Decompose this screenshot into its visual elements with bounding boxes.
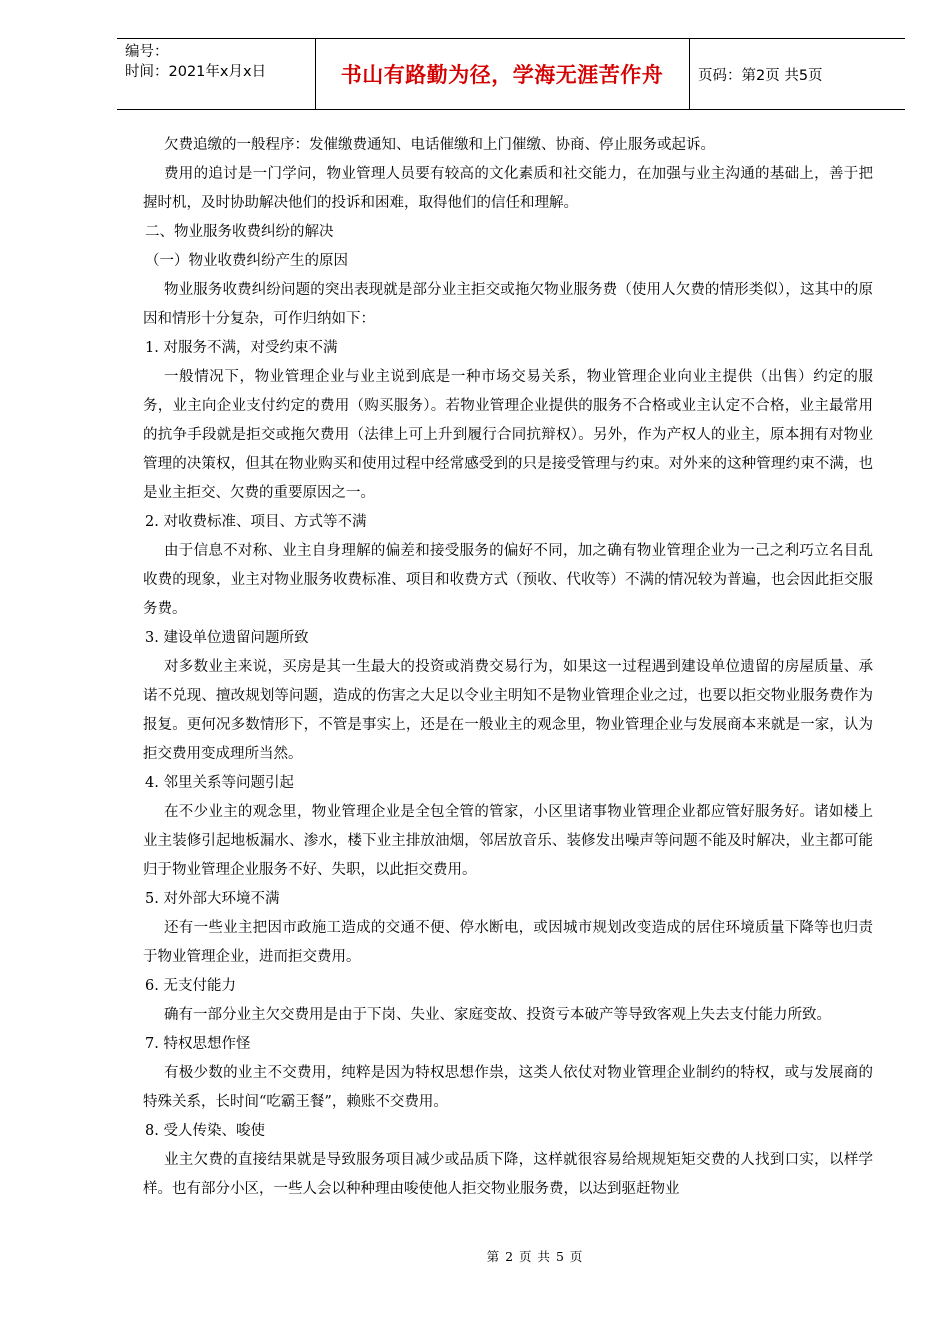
body-paragraph: 业主欠费的直接结果就是导致服务项目减少或品质下降，这样就很容易给规规矩矩交费的人找到口实，以样学样。也有部分小区，一些人会以种种理由唆使他人拒交物业服务费，以达到驱赶物业 [143,1152,873,1197]
section-heading: 3. 建设单位遗留问题所致 [145,630,309,646]
section-heading: （一）物业收费纠纷产生的原因 [145,253,348,269]
section-heading: 4. 邻里关系等问题引起 [145,775,294,791]
page-footer: 第 2 页 共 5 页 [486,1249,584,1264]
section-heading: 7. 特权思想作怪 [145,1036,251,1052]
section-heading: 1. 对服务不满，对受约束不满 [145,340,338,356]
body-paragraph: 在不少业主的观念里，物业管理企业是全包全管的管家，小区里诸事物业管理企业都应管好服务好。诸如楼上业主装修引起地板漏水、渗水，楼下业主排放油烟，邻居放音乐、装修发出噪声等问题不能及时解决，业主都可能归于物业管理企业服务不好、失职，以此拒交费用。 [143,804,873,878]
header-middle-cell [315,39,690,109]
header-right-cell [690,39,905,109]
section-heading: 二、物业服务收费纠纷的解决 [145,224,334,240]
number-label: 编号： [125,44,169,60]
section-heading: 5. 对外部大环境不满 [145,891,280,907]
body-paragraph: 由于信息不对称、业主自身理解的偏差和接受服务的偏好不同，加之确有物业管理企业为一己之利巧立名目乱收费的现象，业主对物业服务收费标准、项目和收费方式（预收、代收等）不满的情况较为普遍，也会因此拒交服务费。 [143,543,873,617]
body-paragraph: 物业服务收费纠纷问题的突出表现就是部分业主拒交或拖欠物业服务费（使用人欠费的情形类似），这其中的原因和情形十分复杂，可作归纳如下： [143,282,873,327]
page-info: 页码：第2页 共5页 [698,67,823,84]
body-paragraph: 确有一部分业主欠交费用是由于下岗、失业、家庭变故、投资亏本破产等导致客观上失去支付能力所致。 [164,1007,832,1023]
motto-text: 书山有路勤为径，学海无涯苦作舟 [340,63,664,87]
section-heading: 2. 对收费标准、项目、方式等不满 [145,514,367,530]
body-paragraph: 对多数业主来说，买房是其一生最大的投资或消费交易行为，如果这一过程遇到建设单位遗留的房屋质量、承诺不兑现、擅改规划等问题，造成的伤害之大足以令业主明知不是物业管理企业之过，也要以拒交物业服务费作为报复。更何况多数情形下，不管是事实上，还是在一般业主的观念里，物业管理企业与发展商本来就是一家，认为拒交费用变成理所当然。 [143,659,873,762]
body-paragraph: 还有一些业主把因市政施工造成的交通不便、停水断电，或因城市规划改变造成的居住环境质量下降等也归责于物业管理企业，进而拒交费用。 [143,920,873,965]
document-header [117,38,905,110]
time-label: 时间：2021年x月x日 [125,64,267,80]
body-paragraph: 费用的追讨是一门学问，物业管理人员要有较高的文化素质和社交能力，在加强与业主沟通的基础上，善于把握时机，及时协助解决他们的投诉和困难，取得他们的信任和理解。 [143,166,873,211]
header-left-cell [117,39,316,109]
document-body [143,131,873,1204]
section-heading: 6. 无支付能力 [145,978,236,994]
body-paragraph: 有极少数的业主不交费用，纯粹是因为特权思想作祟，这类人依仗对物业管理企业制约的特权，或与发展商的特殊关系，长时间“吃霸王餐”，赖账不交费用。 [143,1065,873,1110]
body-paragraph: 一般情况下，物业管理企业与业主说到底是一种市场交易关系，物业管理企业向业主提供（出售）约定的服务，业主向企业支付约定的费用（购买服务）。若物业管理企业提供的服务不合格或业主认定不合格，业主最常用的抗争手段就是拒交或拖欠费用（法律上可上升到履行合同抗辩权）。另外，作为产权人的业主，原本拥有对物业管理的决策权，但其在物业购买和使用过程中经常感受到的只是接受管理与约束。对外来的这种管理约束不满，也是业主拒交、欠费的重要原因之一。 [143,369,873,501]
section-heading: 8. 受人传染、唆使 [145,1123,265,1139]
body-paragraph: 欠费追缴的一般程序：发催缴费通知、电话催缴和上门催缴、协商、停止服务或起诉。 [164,137,716,153]
